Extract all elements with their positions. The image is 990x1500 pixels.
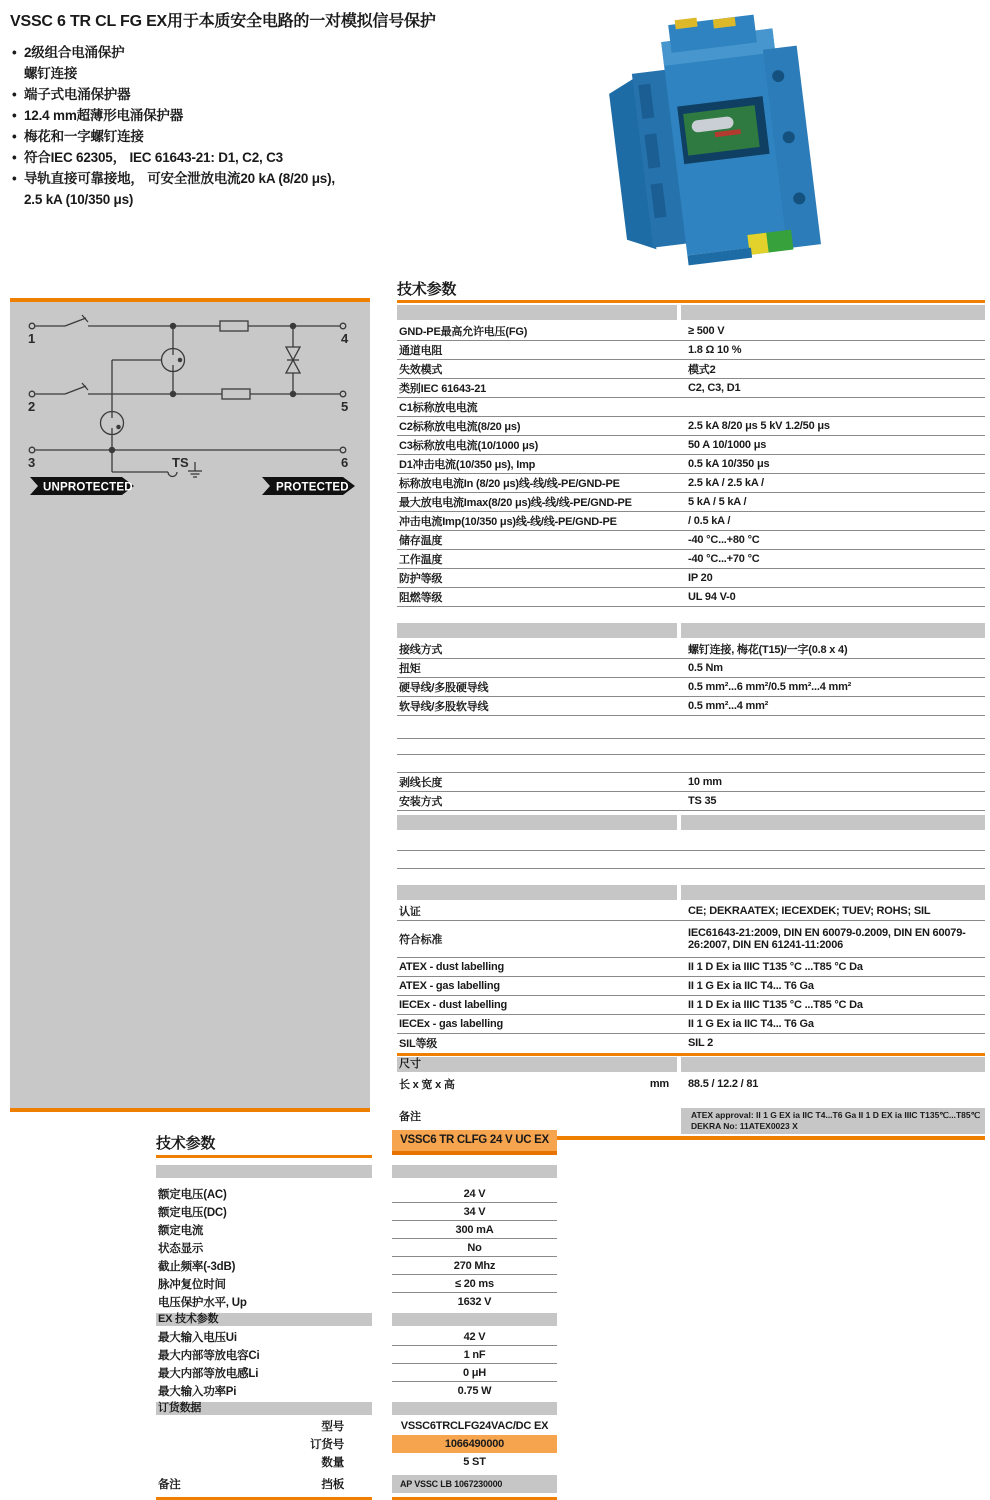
model-row-label: 型号	[321, 1421, 344, 1433]
section-band-fill	[392, 1313, 557, 1326]
model-row-value: 270 Mhz	[392, 1257, 557, 1275]
spec-row-value: CE; DEKRAATEX; IECEXDEK; TUEV; ROHS; SIL	[688, 905, 931, 917]
spec-row-value: 模式2	[688, 364, 716, 376]
spec-row-label	[397, 999, 677, 1011]
tech-spec-section	[397, 278, 985, 1140]
model-row-value: 34 V	[392, 1203, 557, 1221]
model-row-label: 额定电压(AC)	[158, 1189, 227, 1201]
model-row-value: 5 ST	[463, 1456, 486, 1468]
spec-row-value: UL 94 V-0	[688, 591, 736, 603]
spec-label-text: 失效模式	[399, 364, 443, 376]
feature-item: • 符合IEC 62305， IEC 61643-21: D1, C2, C3	[12, 147, 335, 168]
model-row-value: 1 nF	[392, 1346, 557, 1364]
section-band	[397, 623, 985, 638]
spec-row-value: 1.8 Ω 10 %	[688, 344, 742, 356]
spec-label-text: 工作温度	[399, 554, 443, 566]
spec-row	[397, 474, 985, 493]
spec-label-text: IECEx - gas labelling	[399, 1018, 503, 1030]
model-row-label: 电压保护水平, Up	[158, 1297, 247, 1309]
spec-row	[397, 792, 985, 811]
model-row	[156, 1257, 557, 1275]
spec-label-text: 剥线长度	[399, 777, 443, 789]
model-row-label: 最大内部等放电感Li	[158, 1368, 259, 1380]
panel-label: 挡板	[321, 1479, 344, 1491]
spec-row-label	[397, 589, 677, 605]
empty-row	[397, 739, 985, 755]
model-row	[156, 1453, 557, 1471]
model-row-label: 状态显示	[158, 1243, 204, 1255]
model-row	[156, 1328, 557, 1346]
spec-label-text: 软导线/多股软导线	[399, 701, 489, 713]
spec-row	[397, 398, 985, 417]
spec-row-unit: mm	[649, 1078, 669, 1090]
model-row-value: 24 V	[392, 1185, 557, 1203]
terminal-label-5: 5	[341, 399, 349, 414]
spec-row-value: -40 °C...+80 °C	[688, 534, 760, 546]
spec-label-text: IECEx - dust labelling	[399, 999, 508, 1011]
spec-row	[397, 996, 985, 1015]
spec-row-label	[397, 380, 677, 396]
feature-list	[12, 42, 335, 210]
spacer	[397, 1094, 985, 1108]
spec-row-value: 2.5 kA 8/20 μs 5 kV 1.2/50 μs	[688, 420, 830, 432]
spec-row-label	[397, 679, 677, 695]
section-band	[156, 1165, 557, 1178]
column-gap	[372, 1293, 392, 1311]
spec-label-text: 认证	[399, 906, 421, 918]
spec-row	[397, 436, 985, 455]
terminal-label-1: 1	[28, 331, 36, 346]
spec-row-value: 5 kA / 5 kA /	[688, 496, 747, 508]
spec-row-label	[397, 774, 677, 790]
spec-row	[397, 512, 985, 531]
spec-row	[397, 678, 985, 697]
empty-row	[397, 851, 985, 869]
note-label: 备注	[399, 1111, 421, 1123]
unprotected-label: UNPROTECTED	[43, 481, 133, 494]
spec-row-label	[397, 961, 677, 973]
spec-row	[397, 1015, 985, 1034]
column-gap	[372, 1346, 392, 1364]
section-band-label: EX 技术参数	[156, 1313, 372, 1326]
orange-rule	[397, 1053, 985, 1056]
spec-row	[397, 493, 985, 512]
empty-row	[397, 832, 985, 851]
model-row	[156, 1382, 557, 1400]
spec-label-text: 标称放电电流In (8/20 μs)线-线/线-PE/GND-PE	[399, 478, 620, 490]
model-row	[156, 1239, 557, 1257]
empty-row	[397, 716, 985, 739]
feature-item: • 12.4 mm超薄形电涌保护器	[12, 105, 335, 126]
note-row	[156, 1475, 557, 1493]
spec-row-label	[397, 475, 677, 491]
model-row-label: 数量	[321, 1457, 344, 1469]
model-column-header: VSSC6 TR CLFG 24 V UC EX	[392, 1130, 557, 1155]
model-row-value: 0 μH	[392, 1364, 557, 1382]
model-row-label: 脉冲复位时间	[158, 1279, 226, 1291]
model-row-label: 额定电压(DC)	[158, 1207, 227, 1219]
terminal-label-4: 4	[341, 331, 349, 346]
section-band-label: 订货数据	[156, 1402, 372, 1415]
spec-row	[397, 341, 985, 360]
model-row-value: 42 V	[392, 1328, 557, 1346]
spec-row-value: ≥ 500 V	[688, 325, 725, 337]
note-value	[681, 1108, 985, 1134]
circuit-schematic	[10, 302, 370, 1108]
note-line: ATEX approval: II 1 G EX ia IIC T4...T6 Ga II 1 D EX ia IIIC T135℃...T85℃	[691, 1110, 981, 1120]
column-gap	[372, 1417, 392, 1435]
feature-item: • 端子式电涌保护器	[12, 84, 335, 105]
note-value: AP VSSC LB 1067230000	[392, 1475, 557, 1493]
model-row	[156, 1185, 557, 1203]
spec-row-label	[397, 361, 677, 377]
spec-row	[397, 977, 985, 996]
spec-row-label	[397, 323, 677, 339]
spec-row-label	[397, 1018, 677, 1030]
spec-label-text: 安装方式	[399, 796, 443, 808]
spec-label-text: GND-PE最高允许电压(FG)	[399, 326, 528, 338]
spec-row	[397, 455, 985, 474]
model-row	[156, 1221, 557, 1239]
section-band-fill	[681, 1057, 985, 1072]
spec-row-value: II 1 G Ex ia IIC T4... T6 Ga	[688, 980, 814, 992]
model-row-value: 0.75 W	[457, 1385, 492, 1397]
spec-row	[397, 1074, 985, 1094]
spec-row-label	[397, 903, 677, 919]
ts-label: TS	[172, 455, 189, 470]
spec-row-label	[397, 980, 677, 992]
spec-row-label	[397, 660, 677, 676]
spec-row	[397, 360, 985, 379]
spec-row	[397, 588, 985, 607]
section-band-label: 尺寸	[397, 1057, 677, 1072]
empty-row	[397, 755, 985, 773]
spec-row	[397, 640, 985, 659]
section-band	[156, 1402, 557, 1415]
spacer	[397, 607, 985, 623]
spec-label-text: C3标称放电电流(10/1000 μs)	[399, 440, 539, 452]
spec-row-value: 0.5 mm²...6 mm²/0.5 mm²...4 mm²	[688, 681, 852, 693]
spec-row-label	[397, 456, 677, 472]
section-band-label	[397, 623, 677, 638]
column-gap	[372, 1185, 392, 1203]
spec-label-text: 接线方式	[399, 644, 443, 656]
feature-item: • 2级组合电涌保护	[12, 42, 335, 63]
section-band-fill	[681, 885, 985, 900]
spec-row-label	[397, 532, 677, 548]
spec-row-label	[397, 399, 677, 415]
section-band-label	[397, 815, 677, 830]
spec-row-value: IEC61643-21:2009, DIN EN 60079-0.2009, DIN EN 60079-26:2007, DIN EN 61241-11:2006	[688, 927, 966, 951]
column-gap	[372, 1453, 392, 1471]
model-row-label: 最大内部等放电容Ci	[158, 1350, 260, 1362]
model-spec-title: 技术参数	[156, 1132, 372, 1158]
spec-label-text: ATEX - gas labelling	[399, 980, 500, 992]
column-gap	[372, 1402, 392, 1415]
model-row-value: 300 mA	[392, 1221, 557, 1239]
column-gap	[372, 1203, 392, 1221]
tech-spec-title: 技术参数	[397, 278, 985, 303]
model-row-value: No	[392, 1239, 557, 1257]
model-row-label: 截止频率(-3dB)	[158, 1261, 236, 1273]
spec-row-value: TS 35	[688, 795, 717, 807]
column-gap	[372, 1221, 392, 1239]
section-band-fill	[681, 815, 985, 830]
column-gap	[372, 1328, 392, 1346]
model-row-value: VSSC6TRCLFG24VAC/DC EX	[400, 1420, 549, 1432]
spec-row-value: 螺钉连接, 梅花(T15)/一字(0.8 x 4)	[688, 644, 848, 656]
spec-row-value: II 1 D Ex ia IIIC T135 °C ...T85 °C Da	[688, 961, 863, 973]
spacer	[397, 869, 985, 885]
spec-row-value: 2.5 kA / 2.5 kA /	[688, 477, 764, 489]
model-row	[156, 1417, 557, 1435]
section-band-fill	[681, 305, 985, 320]
spec-row-value: C2, C3, D1	[688, 382, 741, 394]
model-row-value: ≤ 20 ms	[392, 1275, 557, 1293]
note-labels	[156, 1475, 372, 1493]
circuit-diagram	[10, 298, 370, 1112]
spec-row	[397, 569, 985, 588]
spec-label-text: 最大放电电流Imax(8/20 μs)线-线/线-PE/GND-PE	[399, 497, 632, 509]
spec-row-label	[397, 437, 677, 453]
section-band-fill	[392, 1165, 557, 1178]
spec-row	[397, 958, 985, 977]
spec-row	[397, 659, 985, 678]
section-band	[397, 885, 985, 900]
spec-row	[397, 773, 985, 792]
spec-row-value: 88.5 / 12.2 / 81	[688, 1078, 759, 1090]
terminal-label-3: 3	[28, 455, 36, 470]
spec-label-text: 储存温度	[399, 535, 443, 547]
model-row	[156, 1275, 557, 1293]
model-row	[156, 1435, 557, 1453]
spec-row-label	[397, 1035, 677, 1051]
model-row-label: 最大输入功率Pi	[158, 1386, 237, 1398]
column-gap	[372, 1165, 392, 1178]
spec-row-value: SIL 2	[688, 1037, 714, 1049]
feature-item: 2.5 kA (10/350 μs)	[24, 192, 134, 207]
spec-row-value: -40 °C...+70 °C	[688, 553, 760, 565]
spec-row-label	[397, 641, 677, 657]
feature-item: 螺钉连接	[24, 66, 78, 81]
spec-row-value: / 0.5 kA /	[688, 515, 731, 527]
section-band	[397, 815, 985, 830]
spec-row-label	[397, 793, 677, 809]
spec-row	[397, 921, 985, 958]
spec-row-value: 0.5 mm²...4 mm²	[688, 700, 769, 712]
terminal-block-image	[585, 5, 865, 267]
column-gap	[372, 1475, 392, 1493]
spec-row-label	[397, 513, 677, 529]
spec-label-text: 阻燃等级	[399, 592, 443, 604]
section-band	[397, 305, 985, 320]
model-row	[156, 1293, 557, 1311]
feature-item: • 梅花和一字螺钉连接	[12, 126, 335, 147]
section-band-label	[397, 885, 677, 900]
spec-label-text: C1标称放电电流	[399, 402, 478, 414]
spec-row	[397, 902, 985, 921]
model-row-label: 订货号	[310, 1439, 344, 1451]
column-gap	[372, 1275, 392, 1293]
spec-label-text: 冲击电流Imp(10/350 μs)线-线/线-PE/GND-PE	[399, 516, 617, 528]
spec-label-text: 通道电阻	[399, 345, 443, 357]
model-row-label: 额定电流	[158, 1225, 204, 1237]
spec-row	[397, 417, 985, 436]
spec-row-label	[397, 931, 677, 947]
model-row-value: 1632 V	[457, 1296, 492, 1308]
spec-label-text: 符合标准	[399, 934, 443, 946]
spec-row-value: II 1 G Ex ia IIC T4... T6 Ga	[688, 1018, 814, 1030]
spec-row	[397, 322, 985, 341]
spec-row-label	[397, 1076, 677, 1092]
model-row-label: 最大输入电压Ui	[158, 1332, 237, 1344]
spec-row-label	[397, 342, 677, 358]
spec-row-value: 50 A 10/1000 μs	[688, 439, 767, 451]
column-gap	[372, 1382, 392, 1400]
spec-row	[397, 531, 985, 550]
spec-label-text: 防护等级	[399, 573, 443, 585]
protected-label: PROTECTED	[276, 481, 349, 494]
tech-spec-table	[397, 305, 985, 1140]
spec-row	[397, 1034, 985, 1052]
note-label: 备注	[158, 1479, 181, 1491]
column-gap	[372, 1435, 392, 1453]
column-gap	[372, 1364, 392, 1382]
spec-label-text: C2标称放电电流(8/20 μs)	[399, 421, 521, 433]
spec-row-label	[397, 570, 677, 586]
model-spec-table	[156, 1163, 557, 1500]
feature-item: • 导轨直接可靠接地， 可安全泄放电流20 kA (8/20 μs),	[12, 168, 335, 189]
spec-label-text: 长 x 宽 x 高	[399, 1079, 455, 1091]
section-band	[156, 1313, 557, 1326]
product-photo	[585, 5, 865, 267]
model-row	[156, 1346, 557, 1364]
spec-label-text: 类别IEC 61643-21	[399, 383, 487, 395]
terminal-label-2: 2	[28, 399, 36, 414]
spec-label-text: 硬导线/多股硬导线	[399, 682, 489, 694]
section-band	[397, 1057, 985, 1072]
section-band-label	[397, 305, 677, 320]
spec-row-value: 0.5 kA 10/350 μs	[688, 458, 770, 470]
spec-row-value: 10 mm	[688, 776, 722, 788]
spec-row	[397, 550, 985, 569]
model-row	[156, 1203, 557, 1221]
model-row-value: 1066490000	[392, 1435, 557, 1453]
model-row	[156, 1364, 557, 1382]
spec-row-label	[397, 418, 677, 434]
spec-row-label	[397, 494, 677, 510]
spec-row	[397, 379, 985, 398]
section-band-fill	[681, 623, 985, 638]
column-gap	[372, 1313, 392, 1326]
spec-label-text: ATEX - dust labelling	[399, 961, 504, 973]
spec-label-text: D1冲击电流(10/350 μs), Imp	[399, 459, 536, 471]
column-gap	[372, 1257, 392, 1275]
section-band-fill	[392, 1402, 557, 1415]
page-title: VSSC 6 TR CL FG EX用于本质安全电路的一对模拟信号保护	[10, 13, 436, 30]
spec-label-text: 扭矩	[399, 663, 421, 675]
spec-row-value: IP 20	[688, 572, 713, 584]
spec-label-text: SIL等级	[399, 1038, 438, 1050]
note-line: DEKRA No: 11ATEX0023 X	[691, 1121, 798, 1131]
spec-row	[397, 697, 985, 716]
spec-row-label	[397, 698, 677, 714]
spec-row-label	[397, 551, 677, 567]
terminal-label-6: 6	[341, 455, 349, 470]
spec-row-value: II 1 D Ex ia IIIC T135 °C ...T85 °C Da	[688, 999, 863, 1011]
column-gap	[372, 1239, 392, 1257]
section-band-label	[156, 1165, 372, 1178]
spec-row-value: 0.5 Nm	[688, 662, 723, 674]
